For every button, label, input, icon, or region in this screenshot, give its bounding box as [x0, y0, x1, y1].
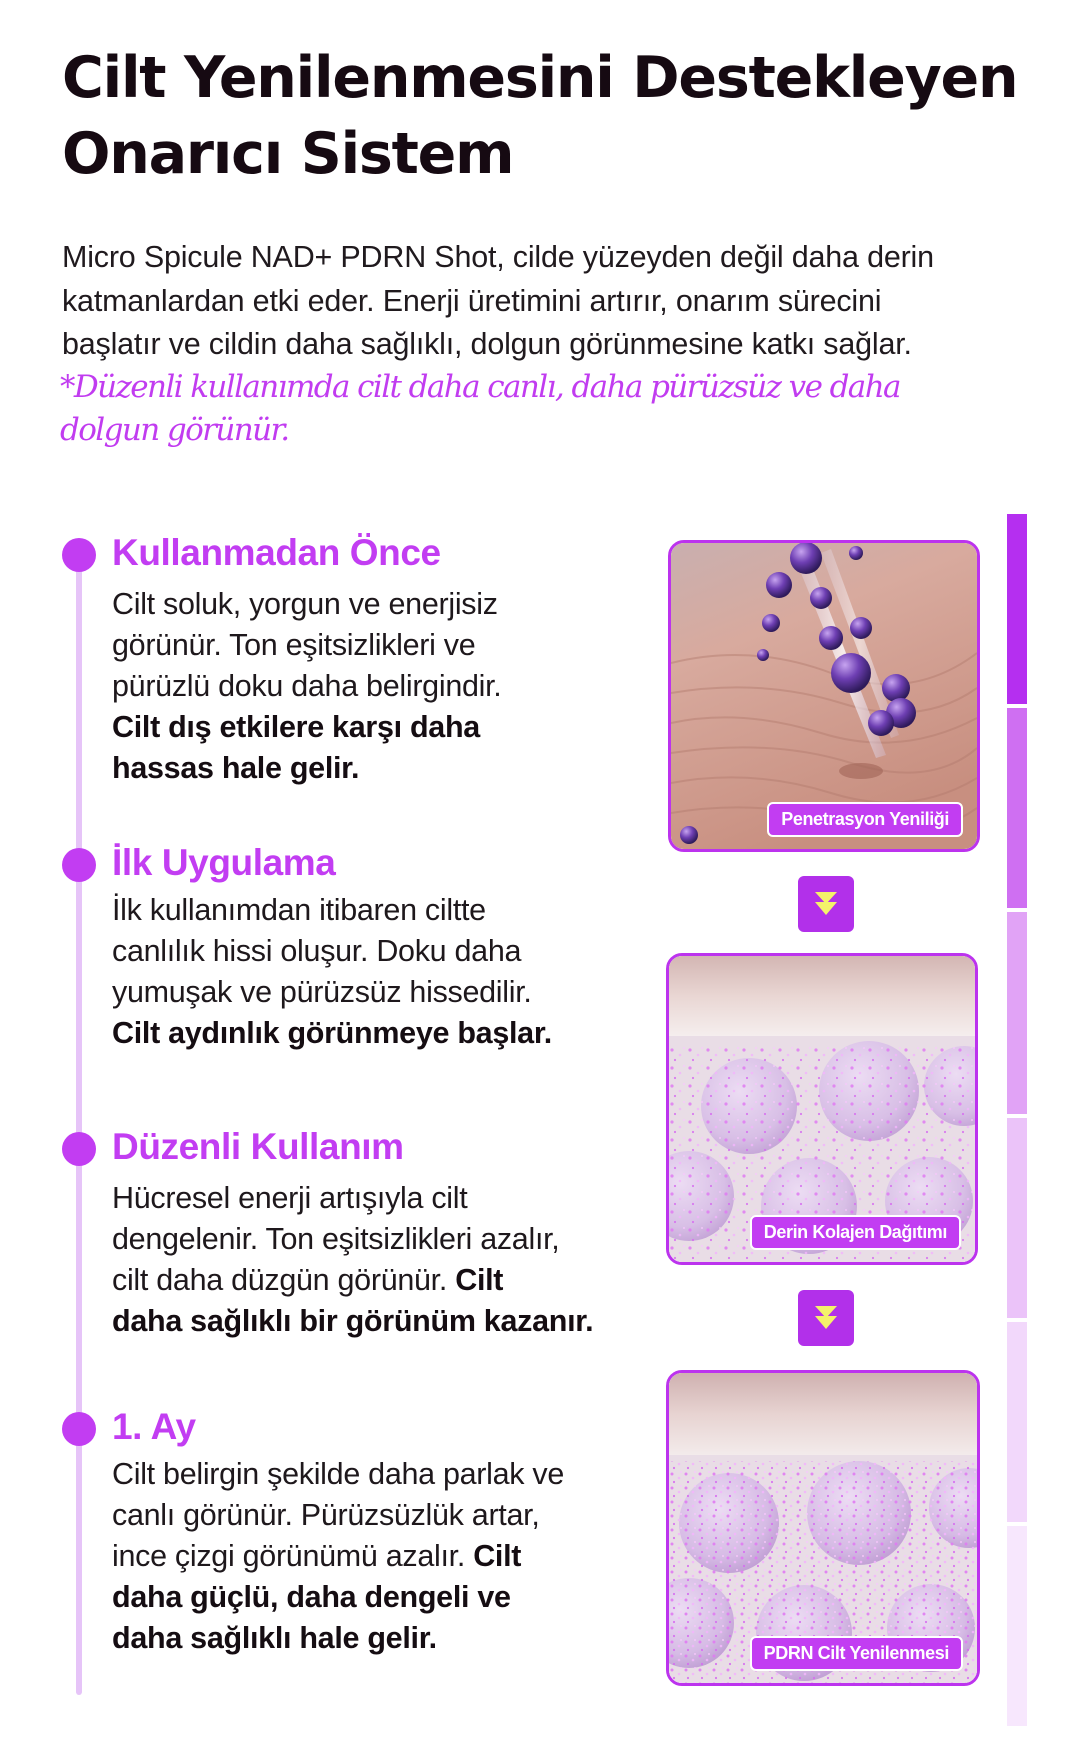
stage-line-bold: Cilt aydınlık görünmeye başlar.: [112, 1016, 552, 1050]
timeline-dot-icon: [62, 1412, 96, 1446]
stage-line: dengelenir. Ton eşitsizlikleri azalır,: [112, 1222, 560, 1256]
note-line: *Düzenli kullanımda cilt daha canlı, daha pürüzsüz ve daha: [60, 369, 900, 405]
penetration-image-card: [668, 540, 980, 852]
progress-strip-segment: [1007, 912, 1027, 1114]
stage-line: ince çizgi görünümü azalır.: [112, 1539, 474, 1573]
timeline-dot-icon: [62, 1132, 96, 1166]
stage-line-bold: Cilt: [455, 1263, 504, 1297]
card-label: Derin Kolajen Dağıtımı: [750, 1215, 961, 1250]
title-line-2-highlighted: Onarıcı Sistem: [62, 116, 513, 192]
stage-line: İlk kullanımdan itibaren ciltte: [112, 893, 486, 927]
stage-line: cilt daha düzgün görünür.: [112, 1263, 456, 1297]
stage-line: pürüzlü doku daha belirgindir.: [112, 669, 502, 703]
stage-line-bold: daha sağlıklı bir görünüm kazanır.: [112, 1304, 594, 1338]
title-line-1: Cilt Yenilenmesini Destekleyen: [62, 45, 1018, 111]
stage-line-bold: daha sağlıklı hale gelir.: [112, 1621, 437, 1655]
stage-line: Hücresel enerji artışıyla cilt: [112, 1181, 468, 1215]
stage-title: Kullanmadan Önce: [112, 532, 441, 573]
double-chevron-down-icon: [798, 1290, 854, 1346]
stage-description: [112, 890, 672, 1054]
timeline-dot-icon: [62, 538, 96, 572]
stage-title: 1. Ay: [112, 1406, 196, 1447]
progress-strip-segment: [1007, 1322, 1027, 1522]
card-label: PDRN Cilt Yenilenmesi: [750, 1636, 963, 1671]
stage-description: [112, 1178, 672, 1342]
stage-title: İlk Uygulama: [112, 842, 336, 883]
progress-strip-segment: [1007, 1526, 1027, 1726]
intro-line: Micro Spicule NAD+ PDRN Shot, cilde yüzeyden değil daha derin: [62, 240, 934, 274]
card-label: Penetrasyon Yeniliği: [767, 802, 963, 837]
stage-description: [112, 584, 672, 789]
double-chevron-down-icon: [798, 876, 854, 932]
stage-title: Düzenli Kullanım: [112, 1126, 404, 1167]
stage-line: canlılık hissi oluşur. Doku daha: [112, 934, 522, 968]
intro-line: başlatır ve cildin daha sağlıklı, dolgun görünmesine katkı sağlar.: [62, 327, 912, 361]
stage-line: Cilt soluk, yorgun ve enerjisiz: [112, 587, 498, 621]
timeline-line: [76, 555, 82, 1695]
note-line: dolgun görünür.: [60, 412, 289, 448]
timeline-dot-icon: [62, 848, 96, 882]
stage-line: görünür. Ton eşitsizlikleri ve: [112, 628, 476, 662]
intro-paragraph: [62, 236, 1042, 367]
progress-strip-segment: [1007, 514, 1027, 704]
intro-line: katmanlardan etki eder. Enerji üretimini artırır, onarım sürecini: [62, 283, 882, 318]
stage-line-bold: Cilt: [473, 1539, 522, 1573]
stage-line-bold: daha güçlü, daha dengeli ve: [112, 1580, 511, 1614]
collagen-image-card: [666, 953, 978, 1265]
page-title: [62, 40, 1042, 192]
stage-line: canlı görünür. Pürüzsüzlük artar,: [112, 1498, 540, 1532]
stage-line-bold: Cilt dış etkilere karşı daha: [112, 710, 480, 744]
stage-line-bold: hassas hale gelir.: [112, 751, 360, 785]
progress-strip-segment: [1007, 1118, 1027, 1318]
progress-strip-segment: [1007, 708, 1027, 908]
stage-line: Cilt belirgin şekilde daha parlak ve: [112, 1457, 565, 1491]
usage-note: [60, 366, 960, 452]
stage-line: yumuşak ve pürüzsüz hissedilir.: [112, 975, 532, 1009]
stage-description: [112, 1454, 672, 1659]
pdrn-image-card: [666, 1370, 980, 1686]
